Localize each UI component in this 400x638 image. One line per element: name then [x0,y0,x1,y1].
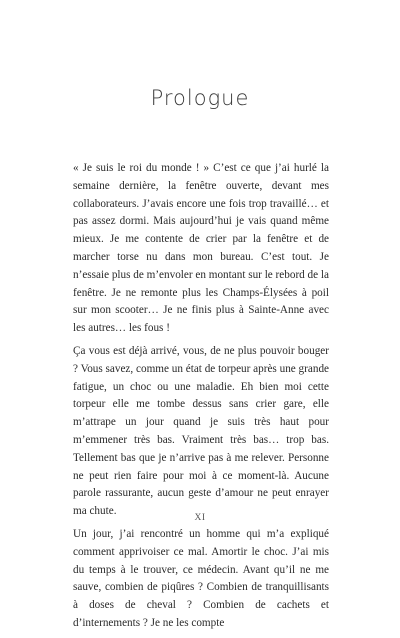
chapter-title: Prologue [150,86,250,110]
body-text [73,160,329,638]
paragraph-3: Un jour, j’ai rencontré un homme qui m’a expliqué comment apprivoiser ce mal. Amortir le choc. J’ai mis du temps à le trouver, ce médecin. Avant qu’il ne me sauve, combien de piqûres ? Combien de tranquillisants à doses de cheval ? Combien de cachets et d’internements ? Je ne les compte [73,527,329,629]
page-number: XI [194,513,206,523]
paragraph-1: « Je suis le roi du monde ! » C’est ce que j’ai hurlé la semaine dernière, la fenêtre ouverte, devant mes collaborateurs. J’avais encore une fois trop travaillé… et pas assez dormi. Mais aujourd’hui je vais quand même mieux. Je me contente de crier par la fenêtre et de marcher torse nu dans mon bureau. C’est tout. Je n’essaie plus de m’envoler en montant sur le rebord de la fenêtre. Je ne remonte plus les Champs-Élysées à poil sur mon scooter… Je ne finis plus à Sainte-Anne avec les autres… les fous ! [73,162,329,335]
paragraph-2: Ça vous est déjà arrivé, vous, de ne plus pouvoir bouger ? Vous savez, comme un état de torpeur après une grande fatigue, un choc ou une maladie. Eh bien moi cette torpeur elle me tombe dessus sans crier gare, elle m’attrape un jour quand je suis très haut pour m’emmener très bas. Vraiment très bas… trop bas. Tellement bas que je n’arrive pas à me relever. Personne ne peut rien faire pour moi à ce moment-là. Aucune parole rassurante, aucun geste d’amour ne peut enrayer ma chute. [73,344,329,518]
